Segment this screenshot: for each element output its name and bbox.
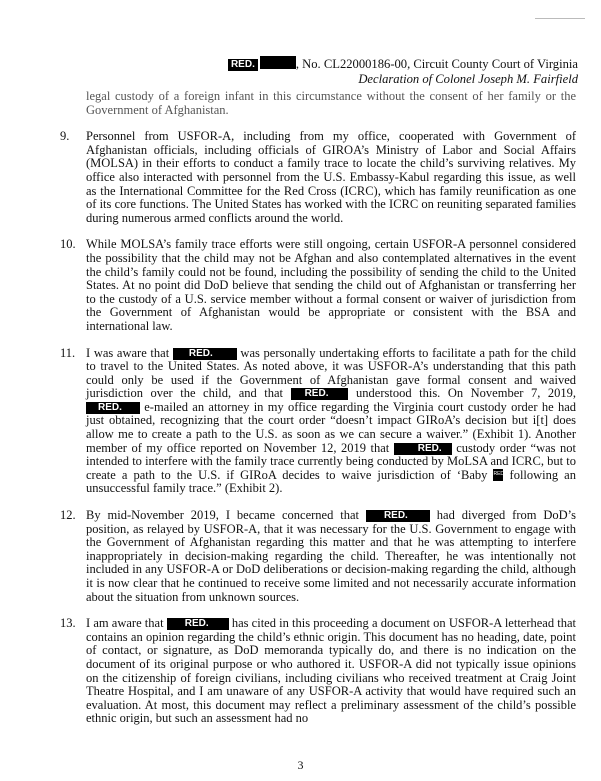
redaction-mark: RED. (173, 348, 237, 360)
redaction-mark: RED. (366, 510, 430, 522)
page-number: 3 (297, 758, 304, 772)
redaction-mark: RED. (291, 388, 349, 400)
document-header (0, 56, 578, 87)
paragraph-13 (60, 616, 577, 726)
declaration-title: Declaration of Colonel Joseph M. Fairfield (358, 72, 578, 86)
scan-artifact (535, 18, 585, 19)
paragraph-11 (60, 345, 577, 497)
paragraph-text: understood this. On November 7, 2019, (356, 386, 576, 401)
redaction-mark: RED. (86, 402, 140, 414)
paragraph-text: had diverged from DoD’s position, as relayed by USFOR-A, that it was necessary for the U.S. Government to engage with the Government of Afghanistan regarding this matter and that he was attempting to interfere inappropriately in decision-making regarding the child. Thereafter, he was intentionally not included in any USFOR-A or DoD deliberations or decision-making regarding the child, although it is now clear that he continued to receive some limited and not necessarily accurate information about the situation from unknown sources. (86, 508, 577, 604)
paragraph-text: custody order “was not intended to interfere with the family trace currently being conducted by MoLSA and ICRC, but to create a path to the U.S. if GIRoA decides to waive jurisdiction of ‘Baby (86, 440, 577, 482)
redaction-block (260, 56, 296, 69)
document-body (60, 89, 577, 726)
paragraph-number: 10. (60, 237, 76, 252)
continuation-text: legal custody of a foreign infant in this circumstance without the consent of her family or the Government of Afghanistan. (86, 89, 576, 117)
paragraph-10 (60, 237, 576, 333)
paragraph-text: I was aware that (86, 345, 170, 360)
paragraph-text: By mid-November 2019, I became concerned that (86, 508, 360, 523)
paragraph-number: 11. (60, 345, 76, 360)
redaction-box (493, 469, 506, 481)
paragraph-text: following an unsuccessful family trace.” (Exhibit 2). (86, 467, 576, 496)
redaction-mark: RED. (167, 618, 229, 630)
paragraph-text: While MOLSA’s family trace efforts were still ongoing, certain USFOR-A personnel considered the possibility that the child may not be Afghan and also contemplated alternatives in the event the child’s family could not be found, including the possibility of sending the child to the United States. At no point did DoD believe that sending the child out of Afghanistan or transferring her to the custody of a U.S. service member without a formal consent or waiver of jurisdiction from the Government of Afghanistan would be appropriate or consistent with the BSA and international law. (86, 237, 576, 333)
paragraph-number: 12. (60, 508, 76, 523)
paragraph-text: I am aware that (86, 616, 164, 631)
paragraph-number: 13. (60, 616, 76, 631)
paragraph-text: has cited in this proceeding a document on USFOR-A letterhead that contains an opinion regarding the child’s ethnic origin. This document has no heading, date, point of contact, or signature, as DoD memoranda typically do, and there is no indication on the document of its original purpose or who authored it. USFOR-A did not typically issue opinions on the citizenship of foreign civilians, including civilians who received treatment at Craig Joint Theatre Hospital, and I am unaware of any USFOR-A activity that would have required such an evaluation. At most, this document may reflect a preliminary assessment of the child’s possible ethnic origin, but such an assessment had no (86, 616, 577, 726)
paragraph-text: e-mailed an attorney in my office regarding the Virginia court custody order he had just obtained, recognizing that the court order “doesn’t impact GIRoA’s decision but i[t] does allow me to create a path to the U.S. as soon as we can secure a waiver.” (Exhibit 1). Another member of my office reported on November 12, 2019 that (86, 399, 576, 455)
paragraph-text: Personnel from USFOR-A, including from my office, cooperated with Government of Afghanistan officials, including officials of GIROA’s Ministry of Labor and Social Affairs (MOLSA) in their efforts to conduct a family trace to locate the child’s surviving relatives. My office also interacted with personnel from the U.S. Embassy-Kabul regarding this issue, as well as the International Committee for the Red Cross (ICRC), which has family reunification as one of its core functions. The United States has worked with the ICRC on reuniting separated families during numerous armed conflicts around the world. (86, 129, 576, 225)
case-number: , No. CL22000186-00, Circuit County Court of Virginia (295, 57, 578, 71)
redaction-mark: RED. (228, 59, 258, 71)
case-caption (0, 56, 578, 72)
paragraph-12 (60, 508, 577, 604)
redaction-mark: RED. (394, 443, 452, 455)
paragraph-text: was personally undertaking efforts to facilitate a path for the child to travel to the United States. As noted above, it was USFOR-A’s understanding that this path could only be used if the Government of Afghanistan gave formal consent and waived jurisdiction over the child, and that (86, 345, 577, 401)
paragraph-number: 9. (60, 129, 70, 144)
redaction-mark: RED. (493, 470, 506, 477)
paragraph-9 (60, 129, 576, 225)
